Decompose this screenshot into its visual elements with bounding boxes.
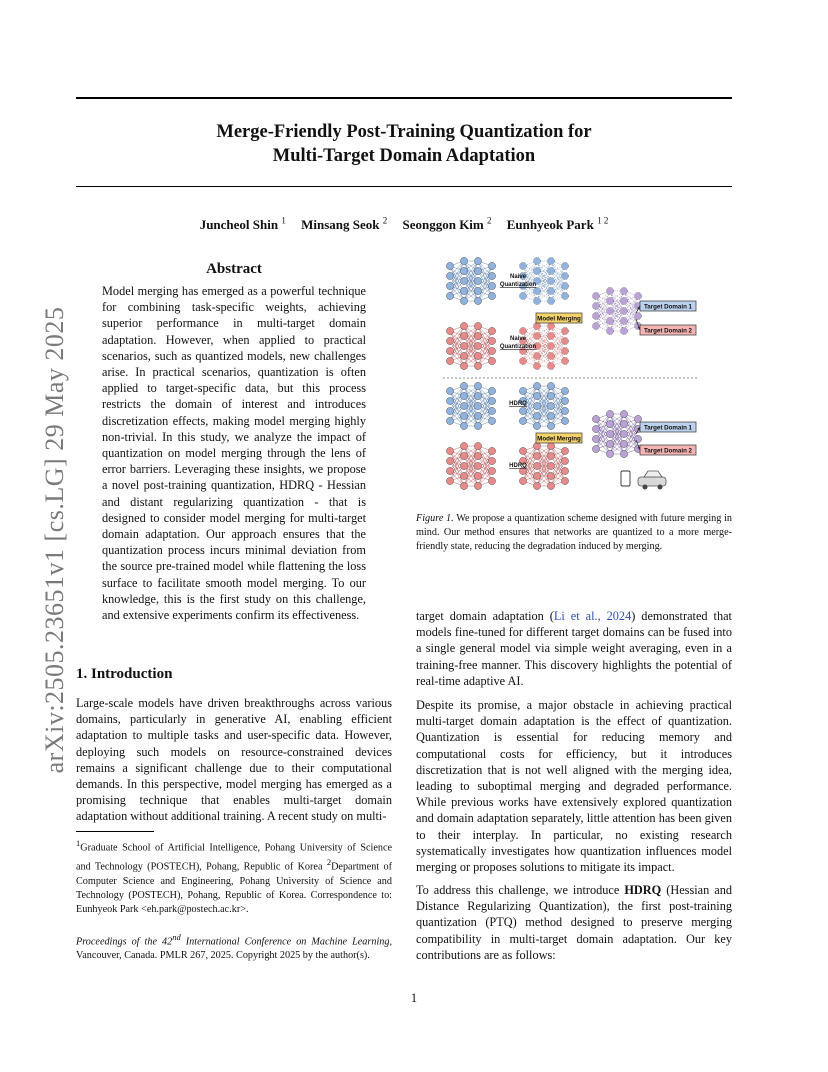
car-icon-wheel: [658, 485, 663, 490]
title-line-2: Multi-Target Domain Adaptation: [272, 146, 536, 166]
car-icon: [638, 477, 666, 486]
intro-paragraph: Large-scale models have driven breakthroughs across various domains, particularly in generative AI, enabling efficient adaptation to multiple tasks and user-specific data. However, deploying such models on resource-constrained devices remains a significant challenge due to their computational demands. In this perspective, model merging has emerged as a promising technique that enables multi-target domain adaptation without additional training. A recent study on multi-: [76, 696, 392, 824]
figure-1-caption: Figure 1. We propose a quantization scheme designed with future merging in mind. Our method ensures that networks are quantized to a more merge-friendly state, reducing the degradation induced by merging.: [416, 513, 732, 552]
car-icon-roof: [644, 471, 662, 477]
author-list: [76, 216, 732, 233]
paper-title: [76, 120, 732, 168]
source-network-3: [446, 382, 495, 429]
author: Juncheol Shin $^1$: [199, 216, 286, 233]
target-domain-2-box-bottom-label: Target Domain 2: [643, 447, 693, 455]
proceedings-note: Proceedings of the 42nd International Conference on Machine Learning, Vancouver, Canada. PMLR 267, 2025. Copyright 2025 by the author(s).: [76, 932, 393, 962]
hdrq-label-2: HDRQ: [509, 463, 527, 469]
naive-quantization-label-2: Quantization: [499, 344, 537, 350]
author: Minsang Seok $^2$: [301, 216, 388, 233]
abstract-text: Model merging has emerged as a powerful technique for combining task-specific weights, achieving superior performance in multi-target domain adaptation. However, when applied to practical scenarios, such as quantized models, new challenges arise. In practical scenarios, quantization is often applied to target-specific data, but this process restricts the domain of interest and introduces discretization effects, making model merging highly non-trivial. In this study, we analyze the impact of quantization on model merging through the lens of error barriers. Leveraging these insights, we propose a novel post-training quantization, HDRQ - Hessian and distant regularizing quantization - that is designed to consider model merging for multi-target domain adaptation. Our approach ensures that the quantization process incurs minimal deviation from the source pre-trained model while flattening the loss surface to facilitate smooth model merging. To our knowledge, this is the first study on this challenge, and extensive experiments confirm its effectiveness.: [102, 284, 366, 623]
naive-label-1: Naive: [509, 274, 527, 280]
section-heading-introduction: 1. Introduction: [76, 666, 173, 682]
source-network-1: [446, 257, 495, 304]
source-network-2: [446, 322, 495, 369]
right-paragraph-2: Despite its promise, a major obstacle in achieving practical multi-target domain adaptation is the effect of quantization. Quantization is essential for reducing memory and computational costs for efficiency, but it introduces discretization that is not well aligned with the merging idea, leading to suboptimal merging and degraded performance. While previous works have extensively explored quantization and domain adaptation separately, little attention has been given to their interplay. In particular, no existing research systematically investigates how quantization influences model merging or proposes solutions to mitigate its impact.: [416, 698, 732, 875]
merged-network-bottom: [592, 410, 641, 457]
target-domain-1-box-top-label: Target Domain 1: [643, 303, 693, 311]
footnote-rule: [76, 831, 154, 832]
abstract-heading: Abstract: [206, 261, 262, 277]
citation-link[interactable]: Li et al., 2024: [553, 609, 632, 623]
model-merging-box-bottom-label: Model Merging: [537, 435, 581, 443]
model-merging-box-top-label: Model Merging: [537, 315, 581, 323]
page-number: 1: [410, 991, 418, 1005]
affiliation-footnote: $^1$Graduate School of Artificial Intelligence, Pohang University of Science and Technology (POSTECH), Pohang, Republic of Korea $^2$Department of Computer Science and Engineering, Pohang University of Science and Technology (POSTECH), Pohang, Republic of Korea. Correspondence to: Eunhyeok Park <eh.park@postech.ac.kr>.: [76, 838, 393, 915]
merged-network-top: [592, 287, 641, 334]
target-domain-2-box-top-label: Target Domain 2: [643, 327, 693, 335]
hdrq-label-1: HDRQ: [509, 401, 527, 407]
phone-icon: [621, 471, 630, 486]
naive-quantized-network-1: [519, 257, 568, 304]
target-domain-1-box-bottom-label: Target Domain 1: [643, 424, 693, 432]
source-network-4: [446, 442, 495, 489]
caption-label: Figure 1.: [416, 513, 454, 524]
arxiv-watermark: [4, 290, 69, 790]
car-icon-wheel: [643, 485, 648, 490]
right-paragraph-3: To address this challenge, we introduce HDRQ (Hessian and Distance Regularizing Quantization), the first post-training quantization (PTQ) method designed to preserve merging compatibility in multi-target domain adaptation. Our key contributions are as follows:: [416, 883, 732, 962]
arxiv-id: arXiv:2505.23651v1 [cs.LG] 29 May 2025: [40, 306, 69, 774]
author: Eunhyeok Park $^{1 2}$: [506, 216, 609, 233]
title-bottom-rule: [76, 186, 732, 187]
naive-label-2: Naive: [509, 336, 527, 342]
title-line-1: Merge-Friendly Post-Training Quantization for: [216, 122, 592, 142]
title-top-rule: [76, 97, 732, 99]
naive-quantization-label-1: Quantization: [499, 282, 537, 288]
author: Seonggon Kim $^2$: [402, 216, 492, 233]
figure-1-diagram: [418, 256, 728, 496]
right-paragraph-1: target domain adaptation (Li et al., 2024) demonstrated that models fine-tuned for different target domains can be fused into a single general model via simple weight averaging, even in a training-free manner. This discovery highlights the potential of real-time adaptive AI.: [416, 609, 732, 688]
